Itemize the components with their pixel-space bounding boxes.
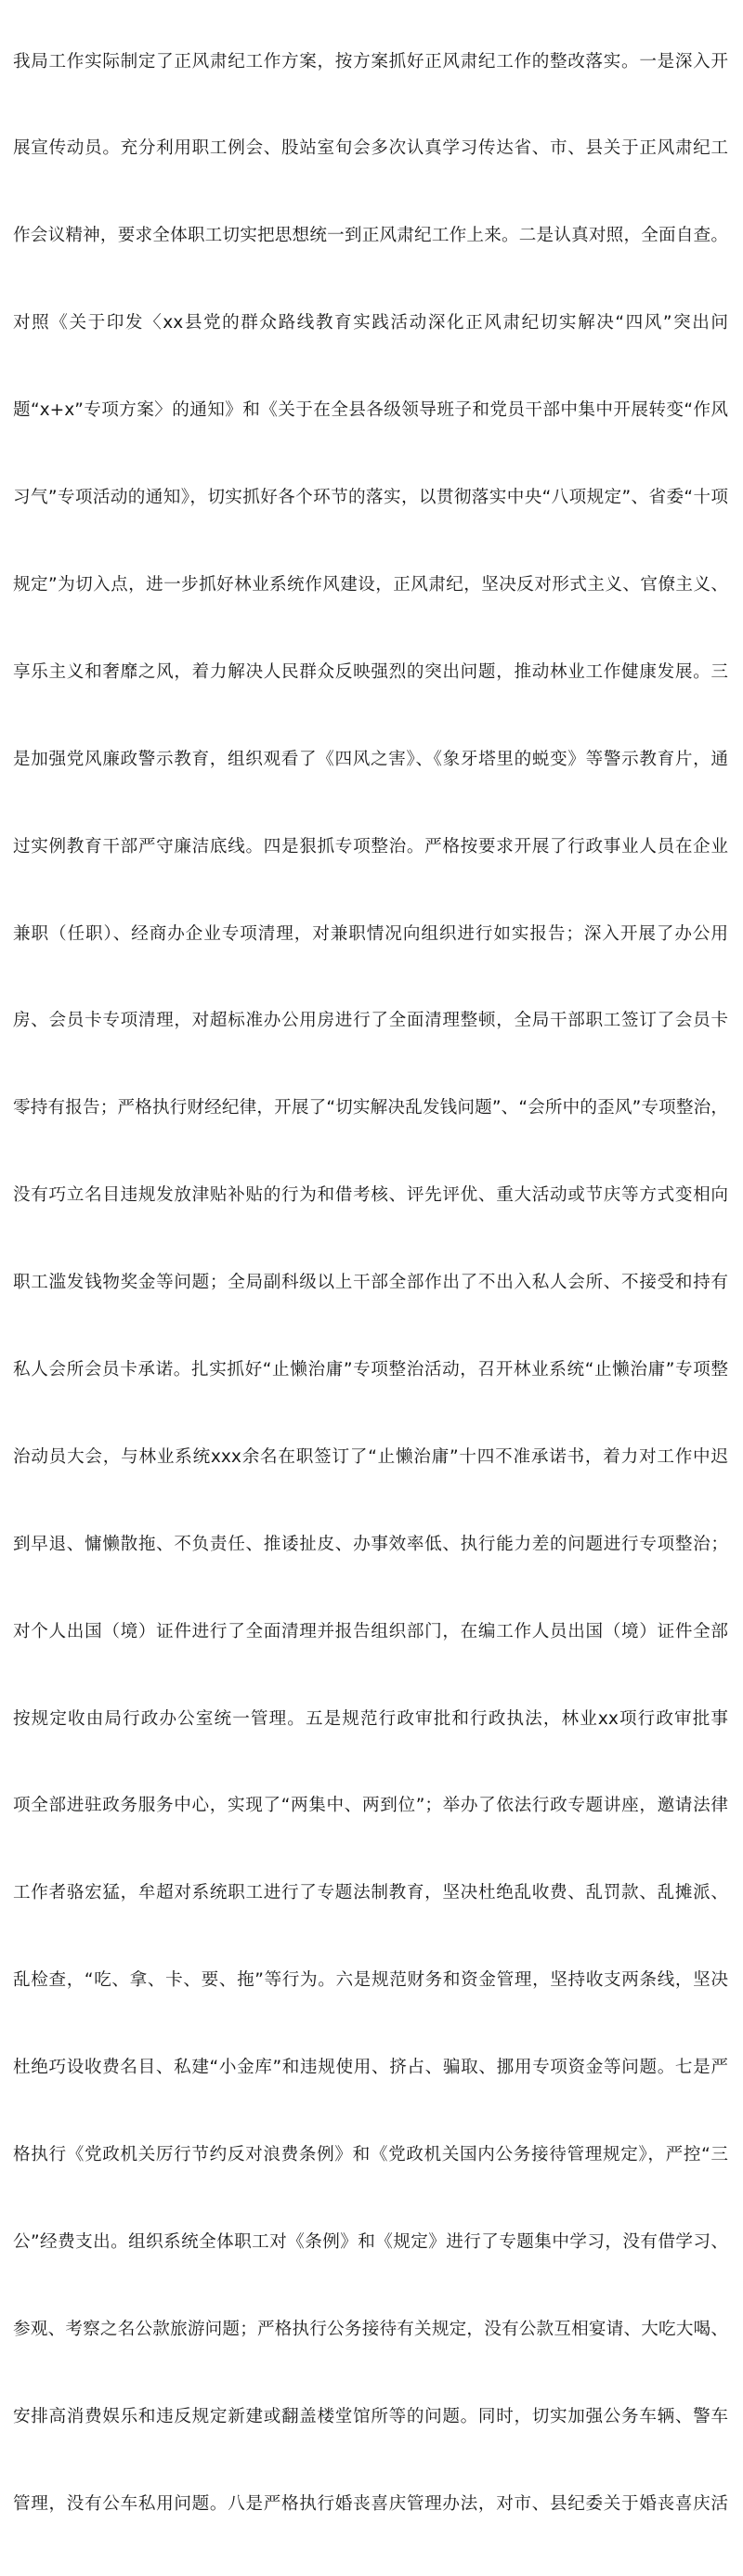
text-line: 是加强党风廉政警示教育，组织观看了《四风之害》、《象牙塔里的蜕变》等警示教育片，通 [13,749,728,769]
text-line: 管理，没有公车私用问题。八是严格执行婚丧喜庆管理办法，对市、县纪委关于婚丧喜庆活 [13,2493,728,2514]
text-line: 乱检查，“吃、拿、卡、要、拖”等行为。六是规范财务和资金管理，坚持收支两条线，坚决 [13,1970,728,1991]
text-line: 规定”为切入点，进一步抓好林业系统作风建设，正风肃纪，坚决反对形式主义、官僚主义、 [13,574,728,595]
text-line: 过实例教育干部严守廉洁底线。四是狠抓专项整治。严格按要求开展了行政事业人员在企业 [13,836,728,856]
text-line: 工作者骆宏猛，牟超对系统职工进行了专题法制教育，坚决杜绝乱收费、乱罚款、乱摊派、 [13,1883,728,1903]
text-line: 治动员大会，与林业系统xxx余名在职签订了“止懒治庸”十四不准承诺书，着力对工作中迟 [13,1446,728,1467]
text-line: 职工滥发钱物奖金等问题；全局副科级以上干部全部作出了不出入私人会所、不接受和持有 [13,1273,728,1293]
text-line: 房、会员卡专项清理，对超标准办公用房进行了全面清理整顿，全局干部职工签订了会员卡 [13,1011,728,1031]
text-line: 杜绝巧设收费名目、私建“小金库”和违规使用、挤占、骗取、挪用专项资金等问题。七是严 [13,2058,728,2078]
text-line: 零持有报告；严格执行财经纪律，开展了“切实解决乱发钱问题”、“会所中的歪风”专项整治， [13,1098,728,1118]
text-line: 题“x+x”专项方案〉的通知》和《关于在全县各级领导班子和党员干部中集中开展转变“作风 [13,400,728,421]
text-line: 展宣传动员。充分利用职工例会、股站室旬会多次认真学习传达省、市、县关于正风肃纪工 [13,138,728,159]
text-line: 私人会所会员卡承诺。扎实抓好“止懒治庸”专项整治活动，召开林业系统“止懒治庸”专项整 [13,1359,728,1380]
text-line: 参观、考察之名公款旅游问题；严格执行公务接待有关规定，没有公款互相宴请、大吃大喝、 [13,2319,728,2339]
text-line: 对个人出国（境）证件进行了全面清理并报告组织部门，在编工作人员出国（境）证件全部 [13,1621,728,1641]
text-line: 格执行《党政机关厉行节约反对浪费条例》和《党政机关国内公务接待管理规定》，严控“三 [13,2144,728,2164]
text-line: 没有巧立名目违规发放津贴补贴的行为和借考核、评先评优、重大活动或节庆等方式变相向 [13,1185,728,1206]
text-line: 对照《关于印发〈xx县党的群众路线教育实践活动深化正风肃纪切实解决“四风”突出问 [13,313,728,333]
text-line: 到早退、慵懒散拖、不负责任、推诿扯皮、办事效率低、执行能力差的问题进行专项整治； [13,1534,728,1554]
text-line: 习气”专项活动的通知》，切实抓好各个环节的落实，以贯彻落实中央“八项规定”、省委“十项 [13,488,728,508]
text-line: 兼职（任职）、经商办企业专项清理，对兼职情况向组织进行如实报告；深入开展了办公用 [13,923,728,944]
text-line: 享乐主义和奢靡之风，着力解决人民群众反映强烈的突出问题，推动林业工作健康发展。三 [13,661,728,682]
text-line: 安排高消费娱乐和违反规定新建或翻盖楼堂馆所等的问题。同时，切实加强公务车辆、警车 [13,2406,728,2426]
text-line: 项全部进驻政务服务中心，实现了“两集中、两到位”；举办了依法行政专题讲座，邀请法律 [13,1796,728,1816]
text-line: 公”经费支出。组织系统全体职工对《条例》和《规定》进行了专题集中学习，没有借学习、 [13,2231,728,2252]
text-line: 作会议精神，要求全体职工切实把思想统一到正风肃纪工作上来。二是认真对照，全面自查。 [13,226,728,246]
text-line: 按规定收由局行政办公室统一管理。五是规范行政审批和行政执法，林业xx项行政审批事 [13,1708,728,1729]
text-line: 我局工作实际制定了正风肃纪工作方案，按方案抓好正风肃纪工作的整改落实。一是深入开 [13,51,728,72]
